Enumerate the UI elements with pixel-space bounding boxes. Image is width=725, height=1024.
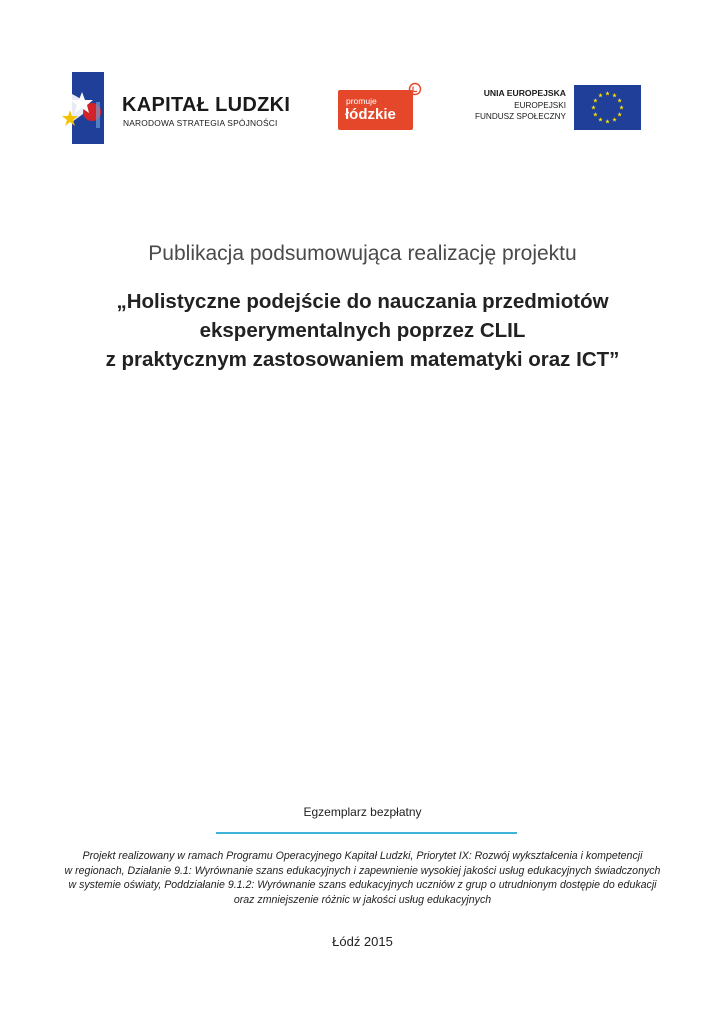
promuje-circle-icon [408, 82, 422, 96]
project-info-line: oraz zmniejszenie różnic w jakości usług edukacyjnych [233, 893, 492, 906]
kapital-ludzki-title: KAPITAŁ LUDZKI [122, 94, 291, 116]
promuje-text: promuje [346, 96, 377, 106]
project-info-line: w regionach, Działanie 9.1: Wyrównanie szans edukacyjnych i zapewnienie wysokiej jakości usług edukacyjnych świadczonych [64, 864, 661, 877]
project-title-line: „Holistyczne podejście do nauczania przedmiotów [116, 290, 609, 313]
kapital-ludzki-logo [62, 72, 292, 144]
project-info-line: Projekt realizowany w ramach Programu Operacyjnego Kapitał Ludzki, Priorytet IX: Rozwój wykształcenia i kompetencji [82, 850, 643, 862]
project-title-line: eksperymentalnych poprzez CLIL [199, 319, 526, 342]
project-info [0, 849, 725, 907]
kapital-ludzki-subtitle: NARODOWA STRATEGIA SPÓJNOŚCI [123, 118, 278, 128]
eu-fund-line2: FUNDUSZ SPOŁECZNY [475, 112, 566, 121]
eu-fund-line1: EUROPEJSKI [514, 100, 566, 110]
project-info-line: w systemie oświaty, Poddziałanie 9.1.2: Wyrównanie szans edukacyjnych uczniów z grup o utrudnionym dostępie do edukacji [68, 879, 657, 892]
project-title [0, 287, 725, 374]
promuje-lodzkie-logo [338, 82, 420, 132]
lodzkie-text: łódzkie [345, 106, 396, 123]
eu-flag-icon [574, 85, 641, 130]
project-title-line: z praktycznym zastosowaniem matematyki oraz ICT” [105, 348, 620, 371]
publication-subtitle: Publikacja podsumowująca realizację projektu [148, 242, 577, 265]
eu-text [475, 88, 566, 123]
place-year: Łódź 2015 [332, 934, 393, 949]
eu-logo [470, 85, 642, 131]
divider-line [216, 832, 517, 834]
free-copy-label: Egzemplarz bezpłatny [303, 805, 422, 819]
eu-name: UNIA EUROPEJSKA [483, 88, 566, 98]
kapital-ludzki-emblem-icon [62, 72, 114, 144]
